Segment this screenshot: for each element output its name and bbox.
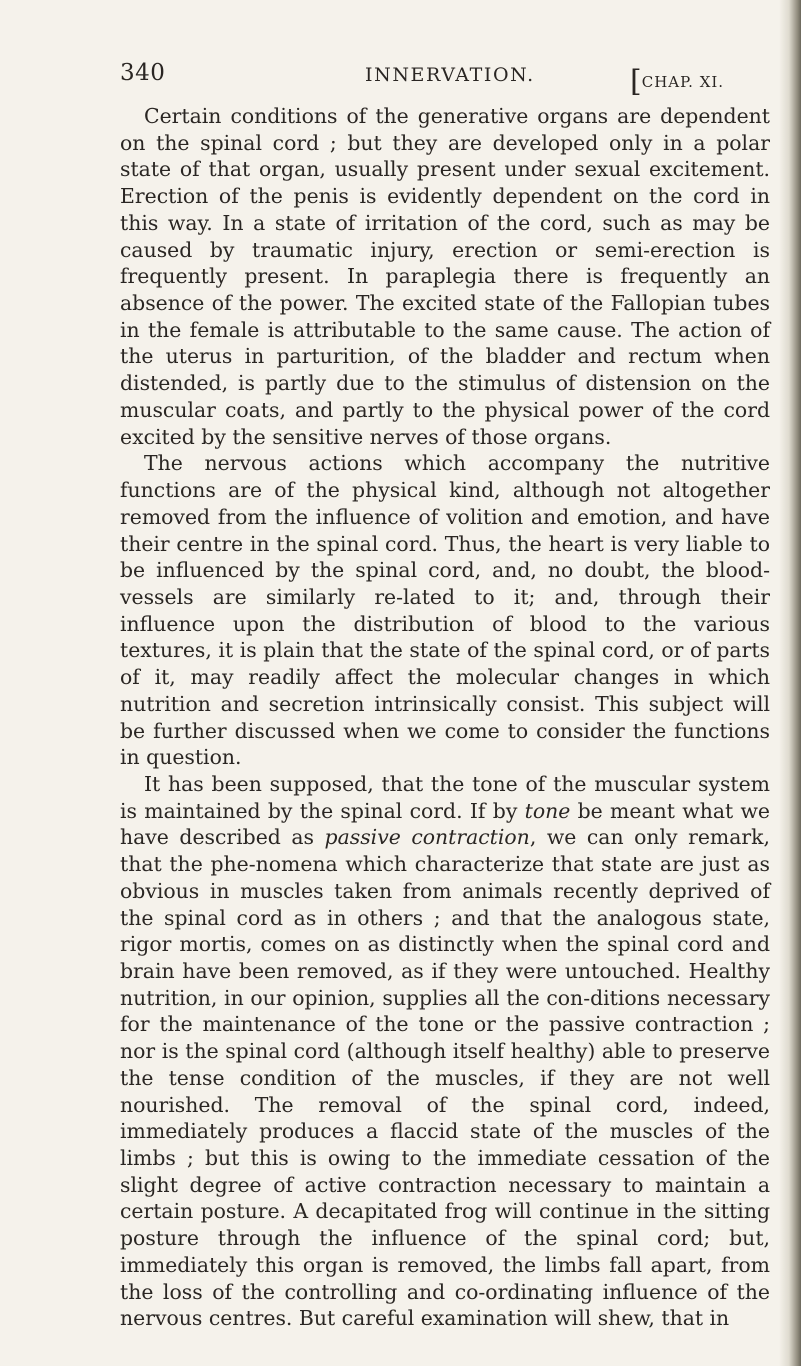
paragraph-3-part-3: , we can only remark, that the phe-nomena which characterize that state are just as obvious in muscles taken from animals recently deprived of the spinal cord as in others ; and that the analogous state, rigor mortis, comes on as distinctly when the spinal cord and brain have been removed, as if they were untouched. Healthy nutrition, in our opinion, supplies all the con-ditions necessary for the maintenance of the tone or the passive contraction ; nor is the spinal cord (although itself healthy) able to preserve the tense condition of the muscles, if they are not well nourished. The removal of the spinal cord, indeed, immediately produces a flaccid state of the muscles of the limbs ; but this is owing to the immediate cessation of the slight degree of active contraction necessary to maintain a certain posture. A decapitated frog will continue in the sitting posture through the influence of the spinal cord; but, immediately this organ is removed, the limbs fall apart, from the loss of the controlling and co-ordinating influence of the nervous centres. But careful examination will shew, that in [120,825,771,1331]
chapter-reference [630,60,725,99]
chapter-bracket: [ [630,64,642,99]
emphasis-tone: tone [524,798,571,823]
paragraph-muscular-tone [120,771,770,1332]
emphasis-passive-contraction: passive contraction [324,825,530,850]
paragraph-3-part-1: It has been supposed, that the tone of the muscular system is maintained by the spinal cord. If by [120,771,770,823]
paragraph-nutritive-functions: The nervous actions which accompany the nutritive functions are of the physical kind, although not altogether removed from the influence of volition and emotion, and have their centre in the spinal cord. Thus, the heart is very liable to be influenced by the spinal cord, and, no doubt, the blood-vessels are similarly re-lated to it; and, through their influence upon the distribution of blood to the various textures, it is plain that the state of the spinal cord, or of parts of it, may readily affect the molecular changes in which nutrition and secretion intrinsically consist. This subject will be further discussed when we come to consider the functions in question. [120,451,770,770]
paragraph-3-part-2: be meant what we have described as [120,798,771,850]
chapter-label: CHAP. XI. [641,73,725,91]
body-text [120,103,770,1332]
page-binding-edge [779,0,801,1366]
running-header [120,60,770,100]
running-title: INNERVATION. [365,64,535,86]
page-number: 340 [120,60,166,86]
paragraph-generative-organs: Certain conditions of the generative organs are dependent on the spinal cord ; but they are developed only in a polar state of that organ, usually present under sexual excitement. Erection of the penis is evidently dependent on the cord in this way. In a state of irritation of the cord, such as may be caused by traumatic injury, erection or semi-erection is frequently present. In paraplegia there is frequently an absence of the power. The excited state of the Fallopian tubes in the female is attributable to the same cause. The action of the uterus in parturition, of the bladder and rectum when distended, is partly due to the stimulus of distension on the muscular coats, and partly to the physical power of the cord excited by the sensitive nerves of those organs. [120,104,770,449]
